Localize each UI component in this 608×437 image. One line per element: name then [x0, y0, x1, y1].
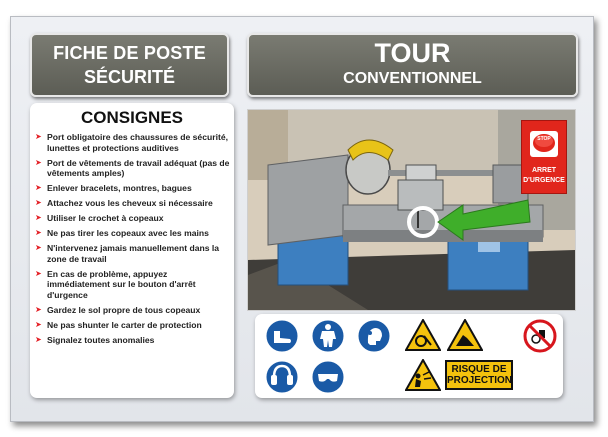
sheet-title-line2: SÉCURITÉ — [83, 67, 175, 87]
projection-risk-label — [445, 360, 513, 390]
bullet-arrow-icon: ➤ — [35, 157, 42, 167]
instructions-list — [35, 132, 230, 350]
emergency-stop-sign — [521, 120, 567, 194]
instructions-title: CONSIGNES — [80, 108, 184, 127]
instruction-item: ➤ Port obligatoire des chaussures de sécurité, lunettes et protections auditives — [35, 132, 229, 153]
instruction-item: ➤ Signalez toutes anomalies — [35, 334, 155, 345]
hand-entanglement-warning-icon — [447, 319, 483, 351]
machine-title: TOUR — [374, 38, 451, 68]
hair-tie-icon — [357, 319, 391, 353]
projection-risk-line1: RISQUE DE — [451, 364, 507, 375]
bullet-arrow-icon: ➤ — [35, 213, 42, 223]
bullet-arrow-icon: ➤ — [35, 319, 42, 329]
rotating-parts-warning-icon — [405, 319, 441, 351]
instruction-item: ➤ Port de vêtements de travail adéquat (pas de vêtements amples) — [35, 157, 230, 179]
bullet-arrow-icon: ➤ — [35, 198, 42, 208]
work-clothes-icon — [311, 319, 345, 353]
sheet-title-line1: FICHE DE POSTE — [53, 43, 206, 63]
bullet-arrow-icon: ➤ — [35, 132, 42, 141]
instruction-item: ➤ Attachez vous les cheveux si nécessaire — [35, 198, 213, 209]
bullet-arrow-icon: ➤ — [35, 183, 42, 193]
pictograms-panel — [255, 314, 563, 398]
instruction-item: ➤ Ne pas tirer les copeaux avec les mains — [35, 228, 209, 239]
bullet-arrow-icon: ➤ — [35, 268, 42, 278]
bullet-arrow-icon: ➤ — [35, 228, 42, 238]
instructions-panel — [30, 103, 234, 398]
lathe-photo — [247, 109, 576, 311]
bullet-arrow-icon: ➤ — [35, 243, 42, 253]
instruction-item: ➤ Gardez le sol propre de tous copeaux — [35, 304, 201, 315]
safety-shoes-icon — [265, 319, 299, 353]
bullet-arrow-icon: ➤ — [35, 334, 42, 344]
machine-subtitle: CONVENTIONNEL — [343, 70, 482, 87]
ear-protection-icon — [265, 360, 299, 394]
bullet-arrow-icon: ➤ — [35, 304, 42, 314]
emergency-stop-label-stop: STOP — [537, 136, 551, 142]
instruction-item: ➤ Enlever bracelets, montres, bagues — [35, 183, 192, 194]
emergency-stop-label-line1: ARRET — [531, 167, 557, 174]
instruction-item: ➤ Ne pas shunter le carter de protection — [35, 319, 202, 330]
machine-title-box — [247, 33, 578, 97]
no-jewelry-icon — [523, 319, 557, 353]
instruction-item: ➤ Utiliser le crochet à copeaux — [35, 213, 164, 224]
safety-glasses-icon — [311, 360, 345, 394]
emergency-stop-icon — [522, 121, 566, 165]
sheet-title-box — [30, 33, 229, 97]
projection-risk-line2: PROJECTION — [447, 375, 513, 386]
instruction-item: ➤ N'intervenez jamais manuellement dans la zone de travail — [35, 243, 220, 264]
emergency-stop-label-line2: D'URGENCE — [523, 177, 565, 184]
projection-warning-icon — [405, 359, 441, 391]
instruction-item: ➤ En cas de problème, appuyez immédiatement sur le bouton d'arrêt d'urgence — [35, 268, 196, 300]
